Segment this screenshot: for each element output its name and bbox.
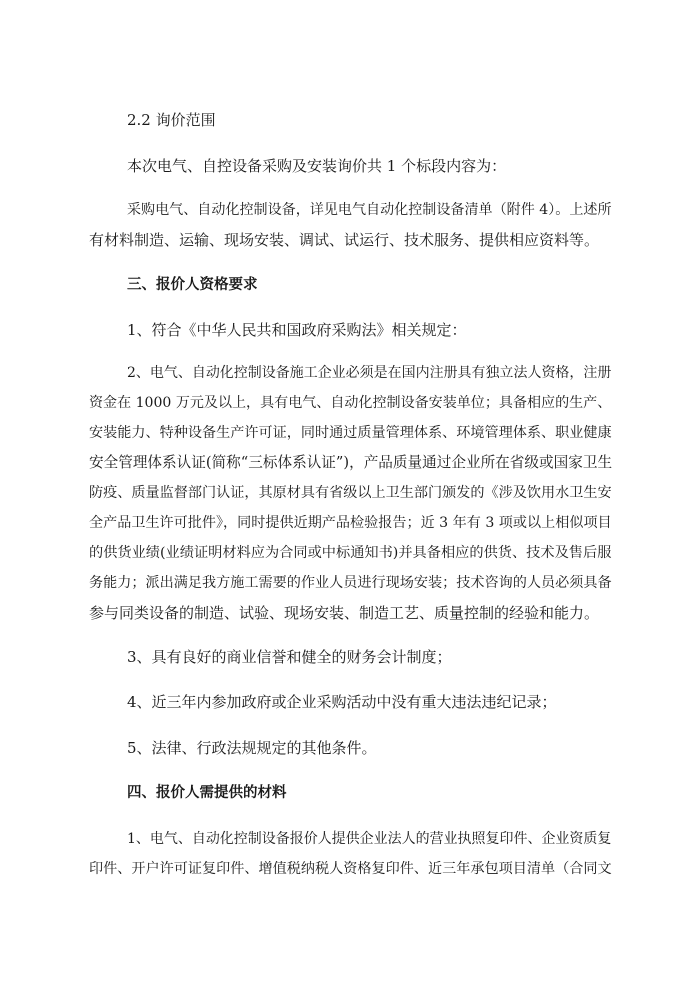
section-3-item-2-line: 防疫、质量监督部门认证，其原材具有省级以上卫生部门颁发的《涉及饮用水卫生安 <box>89 485 612 501</box>
section-3-item-2-line: 2、电气、自动化控制设备施工企业必须是在国内注册具有独立法人资格，注册 <box>127 365 612 381</box>
section-3-item-2-line: 全产品卫生许可批件》，同时提供近期产品检验报告；近 3 年有 3 项或以上相似项目 <box>89 515 612 531</box>
section-3-item-2-line: 的供货业绩(业绩证明材料应为合同或中标通知书)并具备相应的供货、技术及售后服 <box>89 545 612 561</box>
section-3-item-5: 5、法律、行政法规规定的其他条件。 <box>127 739 377 757</box>
scope-line-1: 采购电气、自动化控制设备，详见电气自动化控制设备清单（附件 4）。上述所 <box>127 202 612 218</box>
section-4-item-1-line: 1、电气、自动化控制设备报价人提供企业法人的营业执照复印件、企业资质复 <box>127 831 612 847</box>
section-3-item-3: 3、具有良好的商业信誉和健全的财务会计制度； <box>127 648 452 666</box>
section-3-item-2-line: 资金在 1000 万元及以上，具有电气、自动化控制设备安装单位；具备相应的生产、 <box>89 395 612 411</box>
section-3-item-2-line: 安全管理体系认证(简称“三标体系认证”)，产品质量通过企业所在省级或国家卫生 <box>89 454 613 471</box>
section-3-heading: 三、报价人资格要求 <box>127 277 258 293</box>
section-3-item-1: 1、符合《中华人民共和国政府采购法》相关规定： <box>127 321 467 339</box>
scope-line-2: 有材料制造、运输、现场安装、调试、试运行、技术服务、提供相应资料等。 <box>89 231 600 249</box>
section-3-item-2-line: 务能力；派出满足我方施工需要的作业人员进行现场安装；技术咨询的人员必须具备 <box>89 575 612 591</box>
section-3-item-2-line: 安装能力、特种设备生产许可证，同时通过质量管理体系、环境管理体系、职业健康 <box>89 425 612 441</box>
section-3-item-2-line: 参与同类设备的制造、试验、现场安装、制造工艺、质量控制的经验和能力。 <box>89 604 600 622</box>
section-3-item-4: 4、近三年内参加政府或企业采购活动中没有重大违法违纪记录； <box>127 693 557 711</box>
section-2-2-intro: 本次电气、自控设备采购及安装询价共 1 个标段内容为： <box>127 157 507 175</box>
section-4-item-1-line: 印件、开户许可证复印件、增值税纳税人资格复印件、近三年承包项目清单（合同文 <box>89 861 612 877</box>
section-2-2-title: 2.2 询价范围 <box>127 111 216 129</box>
section-4-heading: 四、报价人需提供的材料 <box>127 785 287 801</box>
